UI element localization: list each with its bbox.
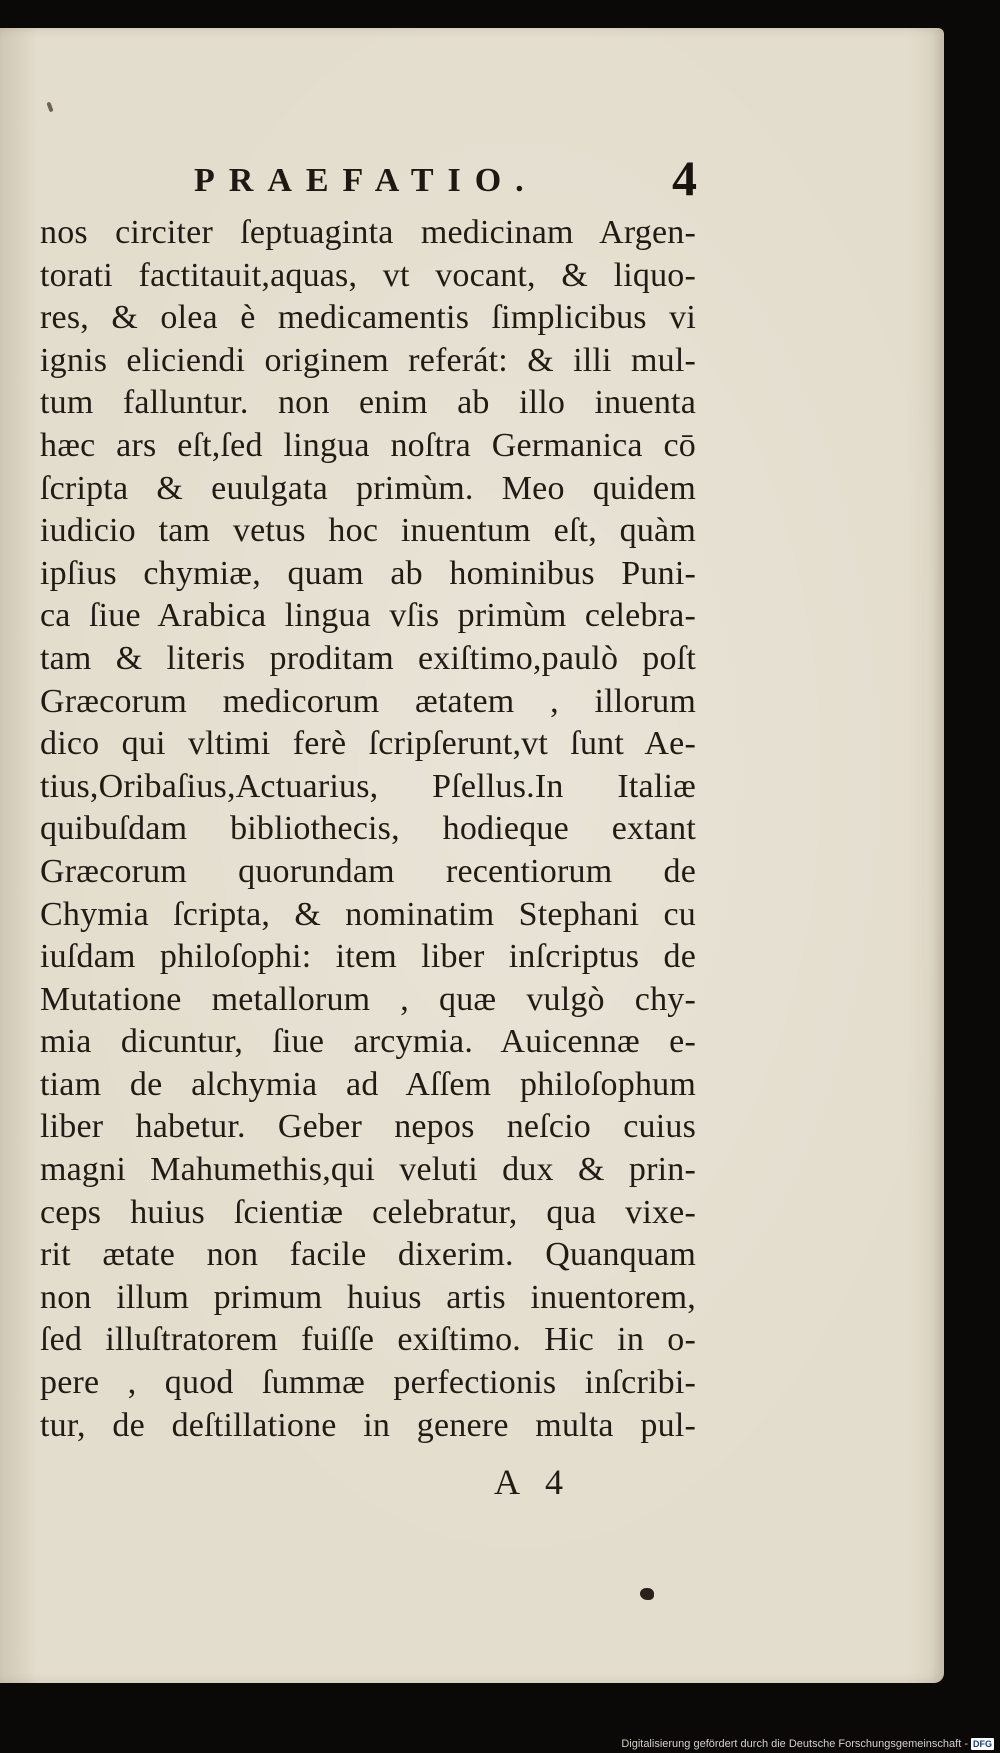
text-line: Græcorum medicorum ætatem , illorum <box>40 682 696 720</box>
text-line: liber habetur. Geber nepos neſcio cuius <box>40 1108 696 1146</box>
text-line: torati factitauit,aquas, vt vocant, & liquo- <box>40 256 696 294</box>
text-line: ſed illuſtratorem fuiſſe exiſtimo. Hic in o- <box>40 1321 696 1359</box>
text-line: rit ætate non facile dixerim. Quanquam <box>40 1236 696 1274</box>
text-line: ipſius chymiæ, quam ab hominibus Puni- <box>40 554 696 592</box>
paper-speck <box>46 102 53 113</box>
text-line: Græcorum quorundam recentiorum de <box>40 852 696 890</box>
digitization-credit <box>621 1735 994 1753</box>
text-line: pere , quod ſummæ perfectionis inſcribi- <box>40 1364 696 1402</box>
running-title: PRAEFATIO. <box>194 162 538 199</box>
text-line: tiam de alchymia ad Aſſem philoſophum <box>40 1065 696 1103</box>
signature-mark: A 4 <box>494 1462 564 1502</box>
text-line: nos circiter ſeptuaginta medicinam Argen- <box>40 214 696 251</box>
text-line: quibuſdam bibliothecis, hodieque extant <box>40 810 696 848</box>
text-line: tum falluntur. non enim ab illo inuenta <box>40 384 696 422</box>
text-line: mia dicuntur, ſiue arcymia. Auicennæ e- <box>40 1023 696 1061</box>
text-line: ſcripta & euulgata primùm. Meo quidem <box>40 469 696 507</box>
text-line: hæc ars eſt,ſed lingua noſtra Germanica cō <box>40 426 696 464</box>
text-line: ca ſiue Arabica lingua vſis primùm celebra- <box>40 597 696 635</box>
text-line: ignis eliciendi originem referát: & illi mul- <box>40 341 696 379</box>
text-line: tur, de deſtillatione in genere multa pul- <box>40 1406 696 1444</box>
text-line: iudicio tam vetus hoc inuentum eſt, quàm <box>40 512 696 550</box>
text-line: iuſdam philoſophi: item liber inſcriptus de <box>40 938 696 976</box>
text-line: dico qui vltimi ferè ſcripſerunt,vt ſunt Ae- <box>40 725 696 763</box>
text-line: Mutatione metallorum , quæ vulgò chy- <box>40 980 696 1018</box>
page-header <box>0 150 944 206</box>
text-line: magni Mahumethis,qui veluti dux & prin- <box>40 1151 696 1189</box>
credit-text: Digitalisierung gefördert durch die Deutsche Forschungsgemeinschaft - <box>621 1738 968 1750</box>
text-line: ceps huius ſcientiæ celebratur, qua vixe- <box>40 1193 696 1231</box>
text-line: tius,Oribaſius,Actuarius, Pſellus.In Italiæ <box>40 767 696 805</box>
text-line: tam & literis proditam exiſtimo,paulò poſt <box>40 639 696 677</box>
text-line: Chymia ſcripta, & nominatim Stephani cu <box>40 895 696 933</box>
page-number: 4 <box>672 150 697 206</box>
ornament-mark <box>640 1588 654 1600</box>
text-line: non illum primum huius artis inuentorem, <box>40 1278 696 1316</box>
book-page <box>0 28 944 1683</box>
text-line: res, & olea è medicamentis ſimplicibus vi <box>40 299 696 337</box>
dfg-logo: DFG <box>973 1739 992 1749</box>
body-text <box>40 212 696 1447</box>
